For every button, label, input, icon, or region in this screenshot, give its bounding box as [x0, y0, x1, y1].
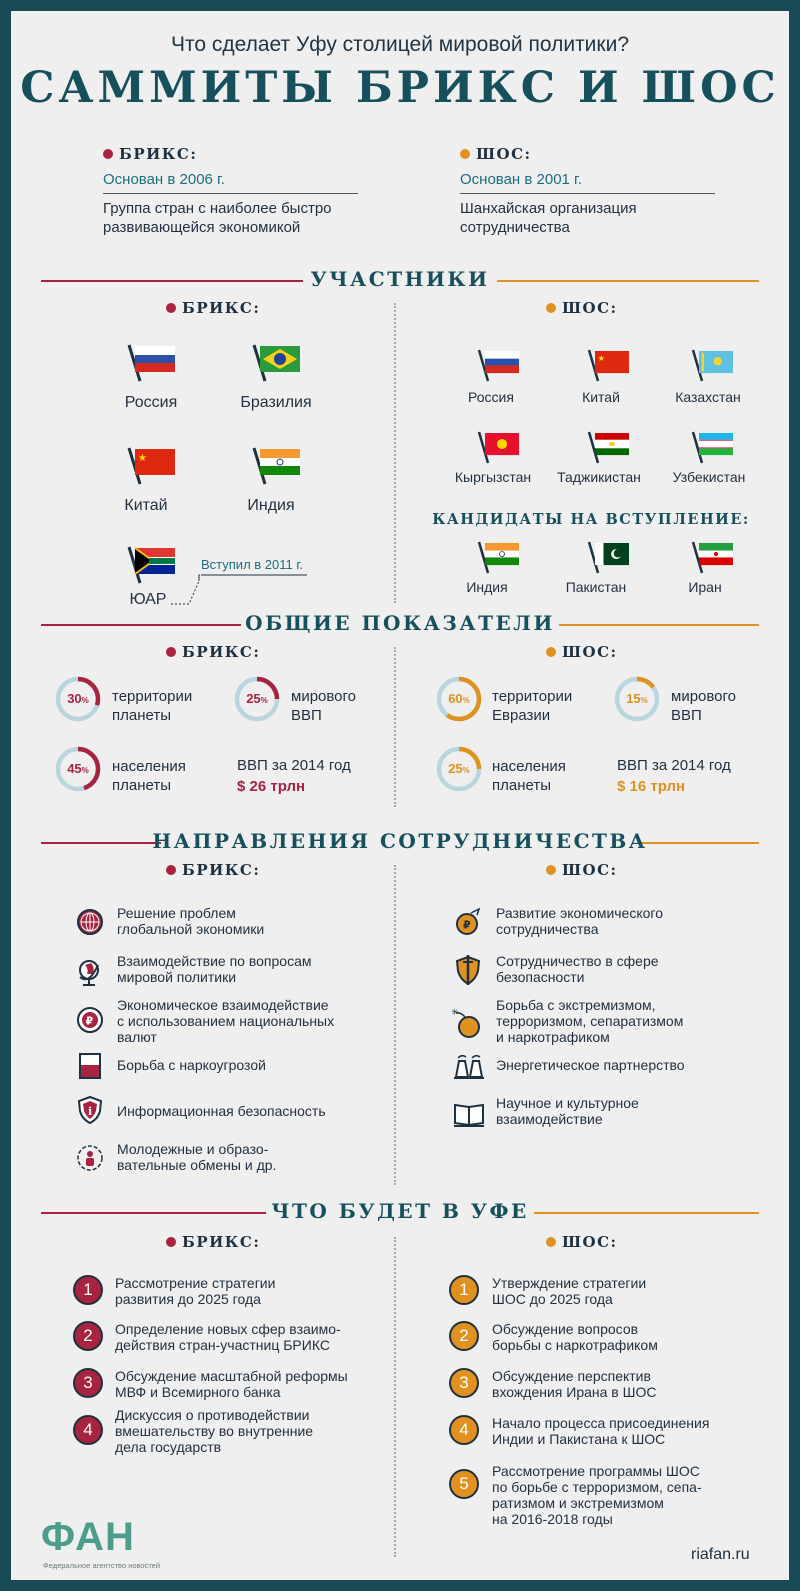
bomb-icon	[451, 1007, 481, 1037]
flag-iran-icon	[687, 539, 739, 580]
ufa-brics-2: Определение новых сфер взаимо- действия стран-участниц БРИКС	[115, 1321, 341, 1353]
exchange-people-icon	[75, 1143, 105, 1173]
coop-brics-5: Информационная безопасность	[117, 1103, 326, 1119]
sco-country-china: Китай	[582, 389, 620, 405]
site-url: riafan.ru	[691, 1546, 750, 1563]
coop-sco-5: Научное и культурное взаимодействие	[496, 1095, 639, 1127]
svg-text:₽: ₽	[85, 1014, 94, 1028]
sco-dot-icon	[460, 149, 470, 159]
coop-sco-2: Сотрудничество в сфере безопасности	[496, 953, 659, 985]
label-brics-population: населения планеты	[112, 758, 186, 794]
cooperation-brics-label: БРИКС:	[166, 861, 260, 880]
ufa-brics-label: БРИКС:	[166, 1233, 260, 1252]
coop-brics-6: Молодежные и образо- вательные обмены и др.	[117, 1141, 277, 1173]
label-brics-gdp-share: мирового ВВП	[291, 688, 357, 724]
country-china: Китай	[124, 497, 168, 514]
sco-country-kyrgyzstan: Кыргызстан	[454, 469, 532, 485]
column-divider-4	[394, 1237, 396, 1557]
brics-gdp-label: ВВП за 2014 год	[237, 757, 351, 774]
intro-sco-description: Шанхайская организация сотрудничества	[460, 200, 637, 236]
cooperation-sco-label: ШОС:	[546, 861, 618, 880]
flag-russia-icon	[121, 341, 181, 388]
ufa-sco-1: Утверждение стратегии ШОС до 2025 года	[492, 1275, 647, 1307]
coop-brics-3: Экономическое взаимодействие с использованием национальных валют	[117, 997, 335, 1045]
flag-uzbekistan-icon	[687, 429, 739, 470]
fan-logo-subtitle: Федеральное агентство новостей	[43, 1561, 161, 1570]
label-sco-gdp-share: мирового ВВП	[671, 688, 737, 724]
section-participants-header: УЧАСТНИКИ	[41, 267, 759, 295]
coop-sco-4: Энергетическое партнерство	[496, 1057, 685, 1073]
power-plant-icon	[453, 1051, 483, 1081]
brics-dot-icon	[103, 149, 113, 159]
column-divider-3	[394, 865, 396, 1185]
ufa-brics-4: Дискуссия о противодействии вмешательству во внутренние дела государств	[115, 1407, 314, 1455]
flag-kazakhstan-icon	[687, 347, 739, 388]
brics-item-number-4: 4	[73, 1415, 103, 1445]
country-russia: Россия	[124, 394, 178, 411]
column-divider-2	[394, 647, 396, 807]
label-brics-territory: территории планеты	[112, 688, 193, 724]
ring-brics-population: 45%	[55, 746, 101, 792]
main-title: САММИТЫ БРИКС И ШОС	[20, 63, 780, 113]
flag-candidate-india-icon	[473, 539, 525, 580]
flag-sco-china-icon	[583, 347, 635, 388]
sword-shield-icon	[453, 955, 483, 985]
flag-india-icon	[246, 444, 306, 491]
fan-logo: ФАН	[41, 1515, 135, 1559]
growth-coin-icon	[453, 907, 483, 937]
ring-sco-gdp-share: 15%	[614, 676, 660, 722]
participants-brics-label: БРИКС:	[166, 299, 260, 318]
intro-sco-name: ШОС:	[460, 145, 532, 164]
svg-text:★: ★	[138, 453, 147, 464]
globe-stand-icon	[75, 957, 105, 987]
flag-kyrgyzstan-icon	[473, 429, 525, 470]
flag-pakistan-icon	[583, 539, 635, 580]
brics-item-number-1: 1	[73, 1275, 103, 1305]
sco-gdp-value: $ 16 трлн	[617, 778, 686, 795]
svg-text:₽: ₽	[463, 918, 471, 932]
drug-box-icon	[75, 1051, 105, 1081]
south-africa-joined-note: Вступил в 2011 г.	[201, 557, 304, 572]
intro-brics-underline	[103, 193, 358, 194]
sco-item-number-3: 3	[449, 1368, 479, 1398]
flag-china-icon	[121, 444, 181, 491]
brics-item-number-3: 3	[73, 1368, 103, 1398]
ufa-sco-2: Обсуждение вопросов борьбы с наркотрафиком	[492, 1321, 658, 1353]
svg-text:✳: ✳	[451, 1007, 459, 1017]
svg-text:★: ★	[597, 353, 606, 364]
section-indicators-header: ОБЩИЕ ПОКАЗАТЕЛИ	[41, 611, 759, 639]
intro-brics-description: Группа стран с наиболее быстро развивающейся экономикой	[103, 200, 332, 236]
flag-sco-russia-icon	[473, 347, 525, 388]
ufa-sco-4: Начало процесса присоединения Индии и Пакистана к ШОС	[492, 1415, 710, 1447]
ring-brics-gdp-share: 25%	[234, 676, 280, 722]
coop-brics-1: Решение проблем глобальной экономики	[117, 905, 265, 937]
label-sco-population: населения планеты	[492, 758, 566, 794]
flag-brazil-icon	[246, 341, 306, 388]
country-brazil: Бразилия	[240, 394, 312, 411]
label-sco-territory: территории Евразии	[492, 688, 573, 724]
candidate-pakistan: Пакистан	[565, 579, 627, 595]
ring-sco-territory: 60%	[436, 676, 482, 722]
ring-brics-territory: 30%	[55, 676, 101, 722]
candidate-iran: Иран	[688, 579, 722, 595]
coop-brics-2: Взаимодействие по вопросам мировой политики	[117, 953, 312, 985]
coop-sco-1: Развитие экономического сотрудничества	[496, 905, 663, 937]
sco-country-russia: Россия	[468, 389, 514, 405]
column-divider	[394, 303, 396, 603]
coop-sco-3: Борьба с экстремизмом, терроризмом, сепаратизмом и наркотрафиком	[496, 997, 684, 1045]
section-cooperation-header: НАПРАВЛЕНИЯ СОТРУДНИЧЕСТВА	[41, 829, 759, 857]
subtitle: Что сделает Уфу столицей мировой политики?	[170, 33, 630, 56]
section-ufa-header: ЧТО БУДЕТ В УФЕ	[41, 1199, 759, 1227]
sco-gdp-label: ВВП за 2014 год	[617, 757, 731, 774]
ring-sco-population: 25%	[436, 746, 482, 792]
country-india: Индия	[247, 497, 295, 514]
sco-item-number-2: 2	[449, 1321, 479, 1351]
candidate-india: Индия	[466, 579, 508, 595]
sco-country-uzbekistan: Узбекистан	[672, 469, 746, 485]
sco-country-tajikistan: Таджикистан	[557, 469, 641, 485]
intro-sco-underline	[460, 193, 715, 194]
intro-brics-name: БРИКС:	[103, 145, 197, 164]
indicators-sco-label: ШОС:	[546, 643, 618, 662]
globe-grid-icon	[75, 907, 105, 937]
ufa-brics-3: Обсуждение масштабной реформы МВФ и Всемирного банка	[115, 1368, 348, 1400]
coop-brics-4: Борьба с наркоугрозой	[117, 1057, 266, 1073]
sco-item-number-4: 4	[449, 1415, 479, 1445]
country-south-africa: ЮАР	[129, 591, 167, 608]
participants-sco-label: ШОС:	[546, 299, 618, 318]
brics-gdp-value: $ 26 трлн	[237, 778, 306, 795]
ufa-brics-1: Рассмотрение стратегии развития до 2025 года	[115, 1275, 276, 1307]
sco-item-number-5: 5	[449, 1469, 479, 1499]
intro-brics-founded: Основан в 2006 г.	[103, 171, 225, 188]
open-book-icon	[453, 1099, 483, 1129]
intro-sco-founded: Основан в 2001 г.	[460, 171, 582, 188]
ufa-sco-3: Обсуждение перспектив вхождения Ирана в ШОС	[492, 1368, 657, 1400]
ufa-sco-5: Рассмотрение программы ШОС по борьбе с терроризмом, сепа- ратизмом и экстремизмом на 2016-2018 годы	[492, 1463, 702, 1527]
candidates-title: КАНДИДАТЫ НА ВСТУПЛЕНИЕ:	[432, 511, 750, 528]
flag-tajikistan-icon	[583, 429, 635, 470]
info-shield-icon	[75, 1095, 105, 1125]
brics-item-number-2: 2	[73, 1321, 103, 1351]
indicators-brics-label: БРИКС:	[166, 643, 260, 662]
svg-text:i: i	[88, 1105, 93, 1118]
ufa-sco-label: ШОС:	[546, 1233, 618, 1252]
ruble-coin-icon	[75, 1005, 105, 1035]
sco-country-kazakhstan: Казахстан	[675, 389, 741, 405]
sco-item-number-1: 1	[449, 1275, 479, 1305]
